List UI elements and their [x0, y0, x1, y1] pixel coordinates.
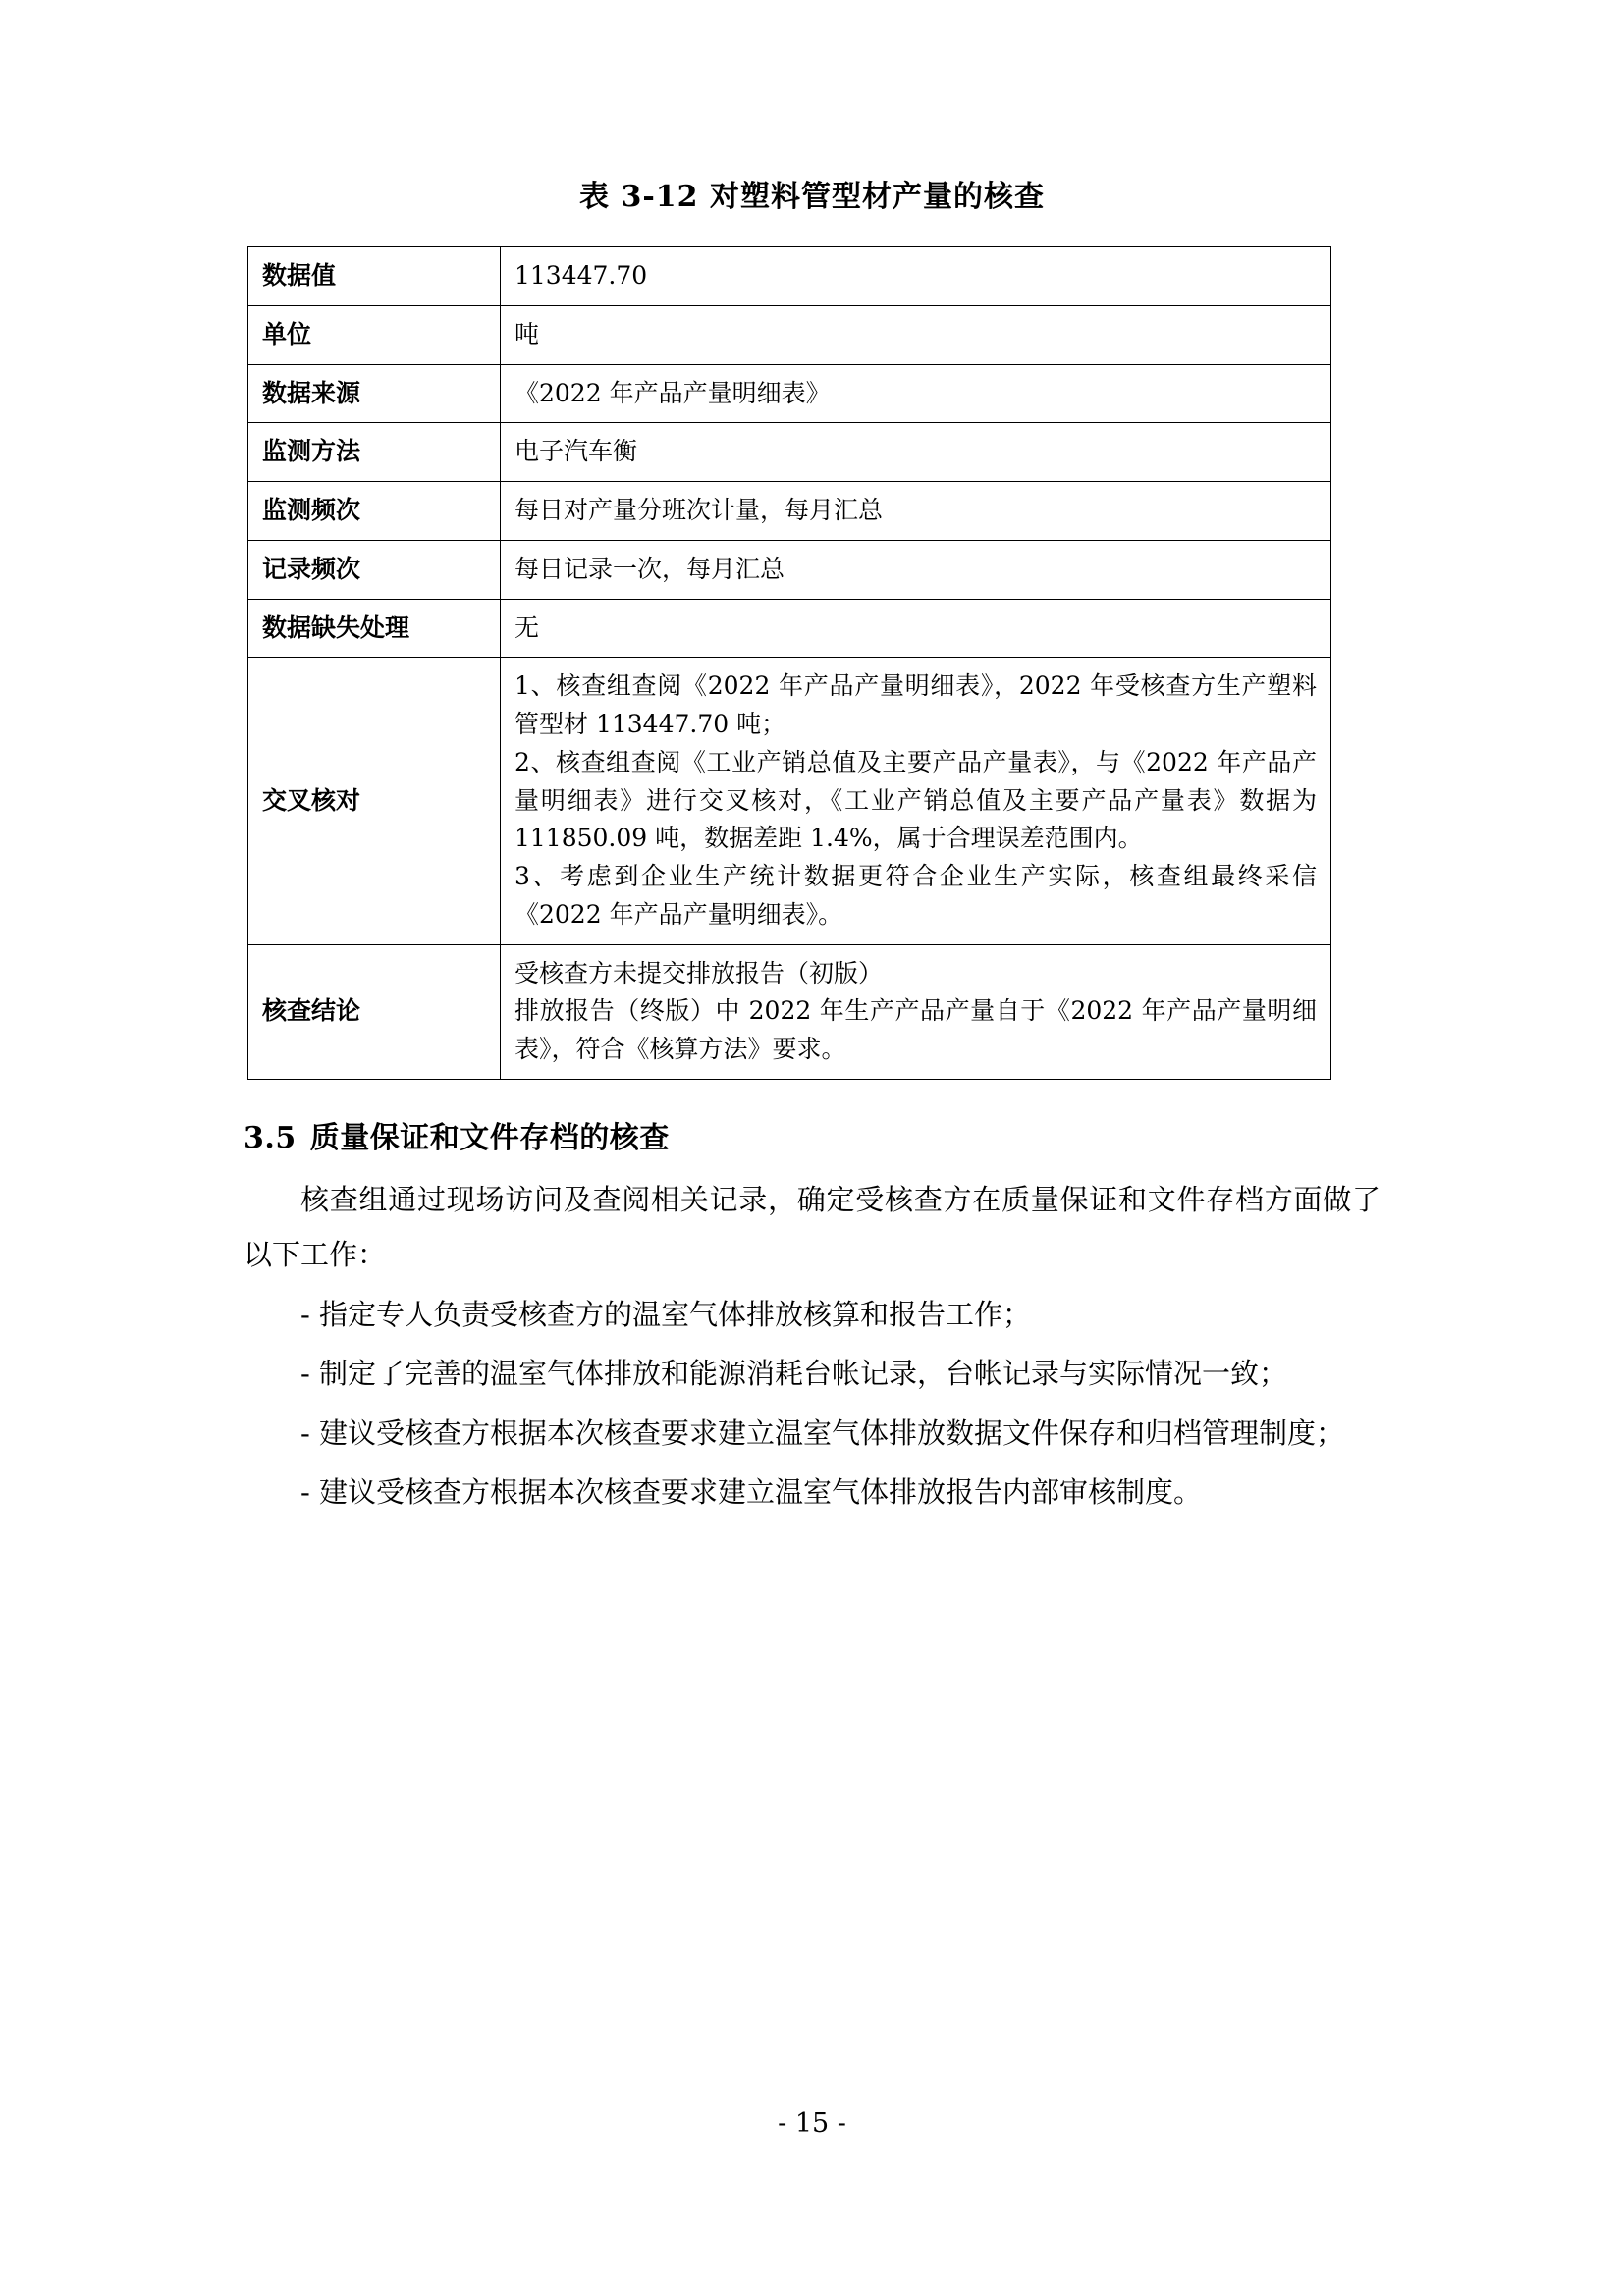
row-label: 监测方法	[248, 423, 501, 482]
row-label: 数据缺失处理	[248, 599, 501, 658]
section-intro-paragraph: 核查组通过现场访问及查阅相关记录，确定受核查方在质量保证和文件存档方面做了以下工作：	[244, 1182, 1380, 1272]
row-value: 每日对产量分班次计量，每月汇总	[501, 482, 1331, 541]
cross-check-line-1: 1、核查组查阅《2022 年产品产量明细表》，2022 年受核查方生产塑料管型材 113447.70 吨；	[514, 671, 1317, 738]
row-value	[501, 658, 1331, 944]
table-row-conclusion	[248, 944, 1331, 1079]
section-bullet-4: - 建议受核查方根据本次核查要求建立温室气体排放报告内部审核制度。	[300, 1475, 1203, 1510]
cross-check-line-2: 2、核查组查阅《工业产销总值及主要产品产量表》，与《2022 年产品产量明细表》进行交叉核对，《工业产销总值及主要产品产量表》数据为 111850.09 吨，数据差距 1.4%，属于合理误差范围内。	[514, 747, 1317, 853]
table-row	[248, 599, 1331, 658]
row-label: 核查结论	[248, 944, 501, 1079]
section-bullet-2: - 制定了完善的温室气体排放和能源消耗台帐记录，台帐记录与实际情况一致；	[300, 1357, 1288, 1391]
section-heading	[244, 1113, 1380, 1156]
table-row	[248, 423, 1331, 482]
row-label: 监测频次	[248, 482, 501, 541]
verification-table	[247, 246, 1331, 1080]
row-label: 单位	[248, 305, 501, 364]
row-value: 吨	[501, 305, 1331, 364]
table-row-cross-check	[248, 658, 1331, 944]
section-title: 质量保证和文件存档的核查	[309, 1120, 670, 1155]
conclusion-line-1: 受核查方未提交排放报告（初版）	[514, 958, 884, 988]
row-label: 交叉核对	[248, 658, 501, 944]
page-number: - 15 -	[778, 2109, 846, 2139]
section-bullet-1: - 指定专人负责受核查方的温室气体排放核算和报告工作；	[300, 1297, 1032, 1331]
section-bullet-3: - 建议受核查方根据本次核查要求建立温室气体排放数据文件保存和归档管理制度；	[300, 1415, 1345, 1450]
row-value: 无	[501, 599, 1331, 658]
table-row	[248, 305, 1331, 364]
section-number: 3.5	[244, 1120, 297, 1155]
table-title: 表 3-12 对塑料管型材产量的核查	[579, 180, 1045, 214]
page-content	[244, 172, 1380, 1521]
row-label: 记录频次	[248, 540, 501, 599]
table-row	[248, 247, 1331, 306]
row-label: 数据值	[248, 247, 501, 306]
conclusion-line-2: 排放报告（终版）中 2022 年生产产品产量自于《2022 年产品产量明细表》，符合《核算方法》要求。	[514, 996, 1317, 1063]
row-value: 每日记录一次，每月汇总	[501, 540, 1331, 599]
row-value: 电子汽车衡	[501, 423, 1331, 482]
row-value: 《2022 年产品产量明细表》	[501, 364, 1331, 423]
row-value: 113447.70	[501, 247, 1331, 306]
table-row	[248, 540, 1331, 599]
table-row	[248, 482, 1331, 541]
cross-check-line-3: 3、考虑到企业生产统计数据更符合企业生产实际，核查组最终采信《2022 年产品产量明细表》。	[514, 862, 1317, 929]
table-row	[248, 364, 1331, 423]
row-value	[501, 944, 1331, 1079]
row-label: 数据来源	[248, 364, 501, 423]
